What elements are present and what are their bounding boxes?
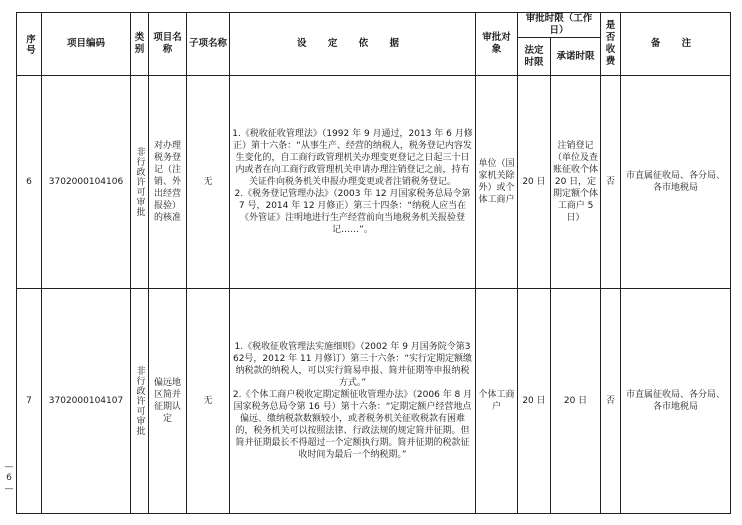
row-remarks: 市直属征收局、各分局、各市地税局 [621, 76, 731, 289]
table-row [17, 76, 731, 289]
basis-paragraph: 1.《税收征收管理法》（1992 年 9 月通过，2013 年 6 月修正）第十六条：“从事生产、经营的纳税人，税务登记内容发生变化的，自工商行政管理机关办理变更登记之日起三十日内或者在向工商行政管理机关申请办理注销登记之前，持有关证件向税务机关申报办理变更或者注销税务登记。 [232, 129, 473, 187]
page-number: — 6 — [4, 462, 14, 494]
header-target: 审批对象 [476, 13, 518, 76]
basis-paragraph: 2.《个体工商户税收定期定额征收管理办法》（2006 年 8 月国家税务总局令第 16 号）第十六条：“定期定额户经营地点偏远、缴纳税款数额较小，或者税务机关征收税款有困难的，税务机关可以按照法律、行政法规的规定简并征期。但简并征期最长不得超过一个定额执行期。简并征期的税款征收时间为最后一个纳税期。” [232, 390, 473, 460]
row-name: 偏远地区简并征期认定 [149, 289, 187, 514]
header-basis: 设 定 依 据 [230, 13, 476, 76]
row-basis [230, 76, 476, 289]
basis-paragraph: 1.《税收征收管理法实施细则》（2002 年 9 月国务院令第362号，2012 年 11 月修订）第三十六条：“实行定期定额缴纳税款的纳税人，可以实行简易申报、简并征期等申报纳税方式。” [232, 342, 473, 388]
row-target: 单位（国家机关除外）或个体工商户 [476, 76, 518, 289]
row-seq: 6 [17, 76, 42, 289]
row-code: 3702000104106 [42, 76, 131, 289]
row-seq: 7 [17, 289, 42, 514]
header-sub: 子项名称 [187, 13, 230, 76]
row-remarks: 市直属征收局、各分局、各市地税局 [621, 289, 731, 514]
row-category: 非行政许可审批 [131, 76, 149, 289]
header-code: 项目编码 [42, 13, 131, 76]
basis-paragraph: 2.《税务登记管理办法》（2003 年 12 月国家税务总局令第 7 号，2014 年 12 月修正）第三十四条：“纳税人应当在《外管证》注明地进行生产经营前向当地税务机关报验登记……”。 [234, 189, 471, 235]
row-basis [230, 289, 476, 514]
table-row [17, 289, 731, 514]
row-category: 非行政许可审批 [131, 289, 149, 514]
header-seq: 序号 [17, 13, 42, 76]
header-promised: 承诺时限 [551, 38, 601, 76]
row-charge: 否 [601, 289, 621, 514]
header-legal: 法定时限 [518, 38, 551, 76]
row-legal: 20 日 [518, 76, 551, 289]
row-promised: 20 日 [551, 289, 601, 514]
row-sub: 无 [187, 76, 230, 289]
approval-items-table [16, 12, 731, 514]
header-remarks: 备 注 [621, 13, 731, 76]
row-sub: 无 [187, 289, 230, 514]
header-time-limit: 审批时限（工作日） [518, 13, 601, 38]
header-category: 类别 [131, 13, 149, 76]
row-legal: 20 日 [518, 289, 551, 514]
header-charge: 是否收费 [601, 13, 621, 76]
row-promised: 注销登记（单位及查账征收个体 20 日，定期定额个体工商户 5 日） [551, 76, 601, 289]
header-name: 项目名称 [149, 13, 187, 76]
row-target: 个体工商户 [476, 289, 518, 514]
row-code: 3702000104107 [42, 289, 131, 514]
row-name: 对办理税务登记（注销、外出经营报验）的核准 [149, 76, 187, 289]
row-charge: 否 [601, 76, 621, 289]
